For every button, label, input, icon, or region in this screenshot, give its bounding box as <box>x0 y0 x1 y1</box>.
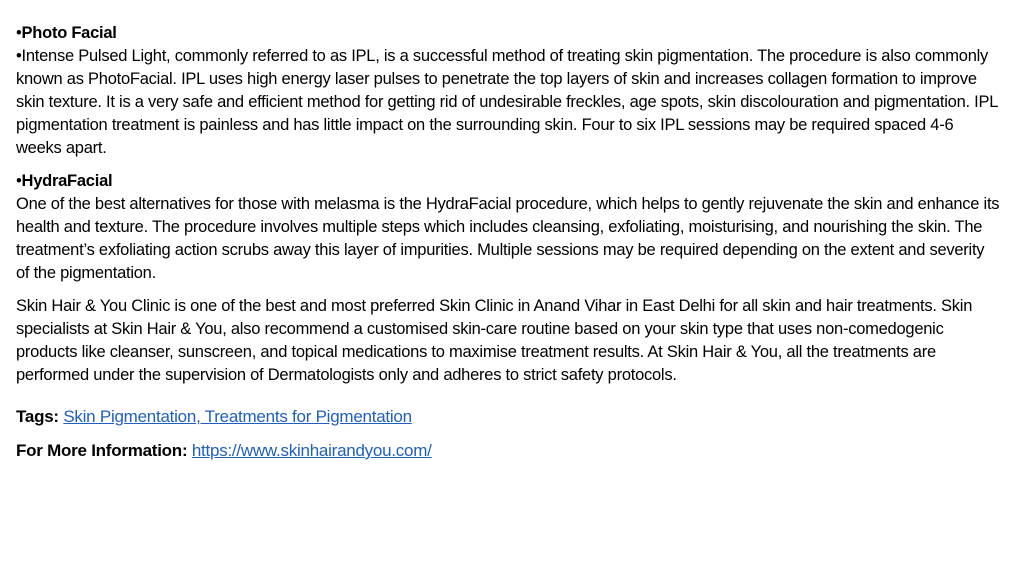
photo-facial-body <box>16 45 1000 160</box>
bullet: • <box>16 172 22 190</box>
photo-facial-title: Photo Facial <box>21 24 117 42</box>
document-page <box>16 22 1000 462</box>
website-link[interactable]: https://www.skinhairandyou.com/ <box>191 441 432 460</box>
tags-link[interactable]: Skin Pigmentation, Treatments for Pigmentation <box>63 407 412 426</box>
hydrafacial-title: HydraFacial <box>21 172 113 190</box>
photo-facial-text: Intense Pulsed Light, commonly referred to as IPL, is a successful method of treating skin pigmentation. The procedure is also commonly known as PhotoFacial. IPL uses high energy laser pulses to penetrate the top layers of skin and increases collagen formation to improve skin texture. It is a very safe and efficient method for getting rid of undesirable freckles, age spots, skin discolouration and pigmentation. IPL pigmentation treatment is painless and has little impact on the surrounding skin. Four to six IPL sessions may be required spaced 4-6 weeks apart. <box>16 47 998 157</box>
more-info-label: For More Information: <box>16 441 188 460</box>
clinic-paragraph: Skin Hair & You Clinic is one of the best and most preferred Skin Clinic in Anand Vihar in East Delhi for all skin and hair treatments. Skin specialists at Skin Hair & You, also recommend a customised skin-care routine based on your skin type that uses non-comedogenic products like cleanser, sunscreen, and topical medications to maximise treatment results. At Skin Hair & You, all the treatments are performed under the supervision of Dermatologists only and adheres to strict safety protocols. <box>16 297 973 384</box>
photo-facial-heading <box>16 22 1000 45</box>
more-info-row <box>16 439 1000 462</box>
bullet: • <box>16 24 22 42</box>
bullet: • <box>16 47 22 65</box>
hydrafacial-body: One of the best alternatives for those with melasma is the HydraFacial procedure, which helps to gently rejuvenate the skin and enhance its health and texture. The procedure involves multiple steps which includes cleansing, exfoliating, moisturising, and nourishing the skin. The treatment’s exfoliating action scrubs away this layer of impurities. Multiple sessions may be required depending on the extent and severity of the pigmentation. <box>16 195 1000 282</box>
tags-row <box>16 405 1000 428</box>
tags-label: Tags: <box>16 407 59 426</box>
hydrafacial-heading <box>16 170 1000 193</box>
